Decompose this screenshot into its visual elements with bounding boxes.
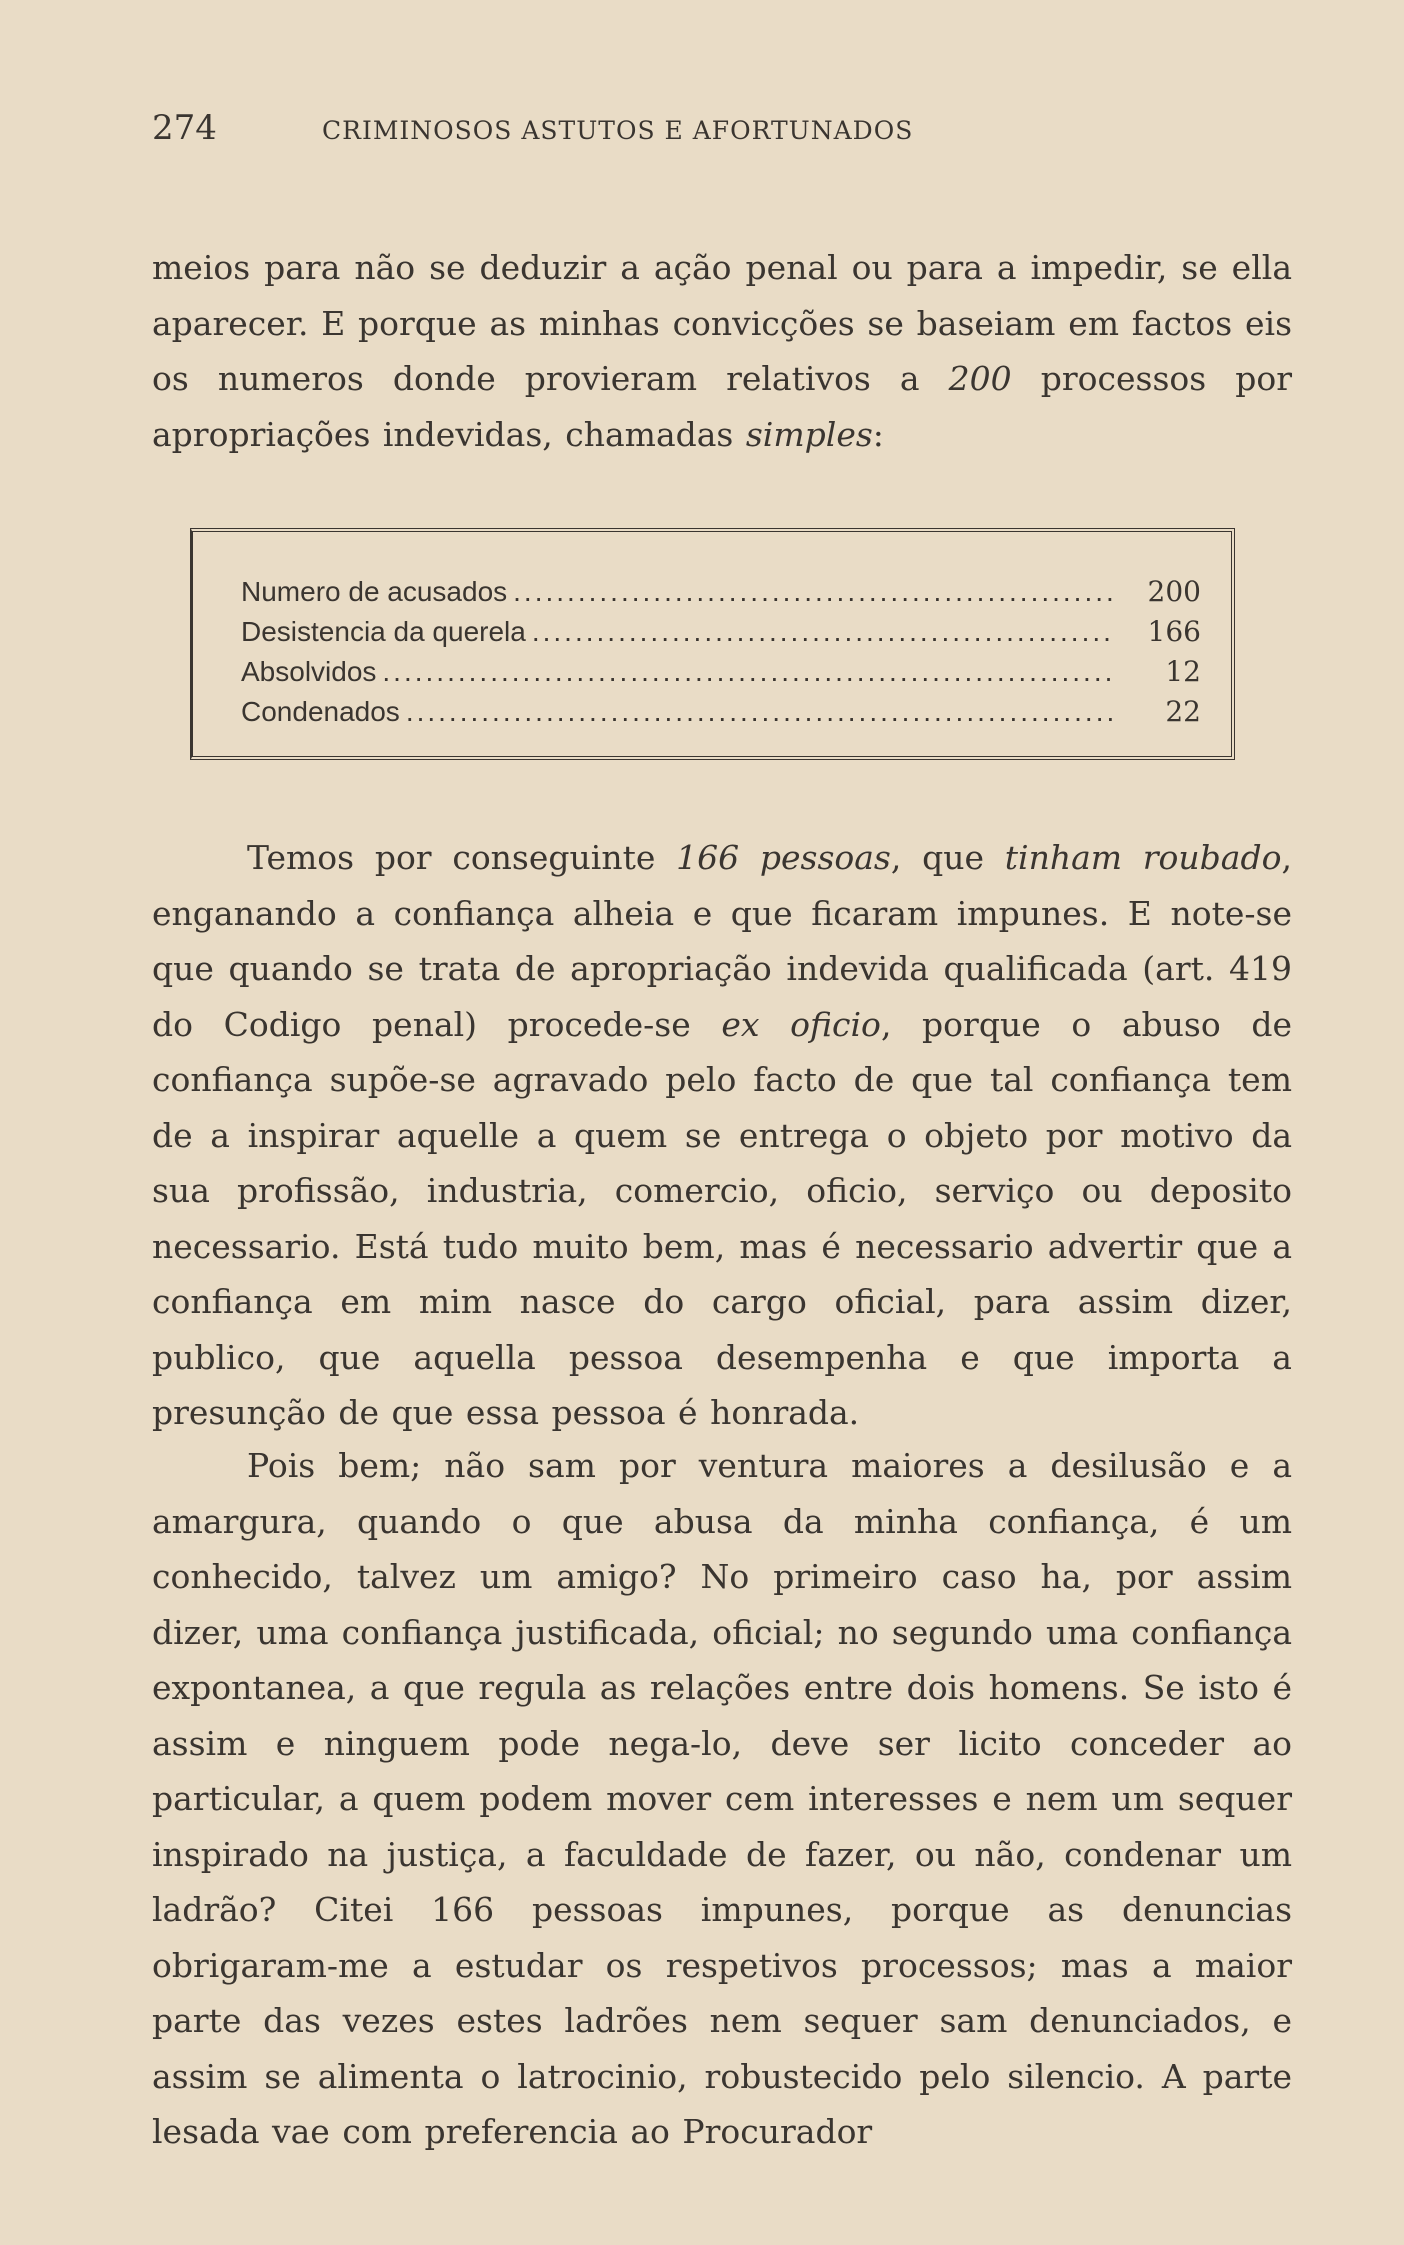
row-label: Absolvidos [241,656,377,687]
intro-text-1: meios para não se deduzir a ação penal ou para a impedir, se ella aparecer. E porque as minhas convicções se baseiam em factos eis os numeros donde provieram relativos a [152,248,1292,398]
table-row [241,612,1201,652]
paragraph-intro [152,240,1292,462]
consequence-italic-2: tinham roubado [1004,838,1282,877]
row-value: 200 [1147,575,1201,608]
consequence-text-3: , enganando a confiança alheia e que ficaram impunes. E note-se que quando se trata de apropriação indevida qualificada (art. 419 do Codigo penal) procede-se [152,838,1292,1044]
page-number: 274 [152,108,217,148]
running-title: CRIMINOSOS ASTUTOS E AFORTUNADOS [322,116,914,145]
table-row [241,652,1201,692]
statistics-table [190,528,1235,760]
statistics-table-body [241,572,1201,732]
consequence-text-2: , que [890,838,1005,877]
leader-dots [513,572,1115,612]
consequence-text-4: , porque o abuso de confiança supõe-se agravado pelo facto de que tal confiança tem de a inspirar aquelle a quem se entrega o objeto por motivo da sua profissão, industria, comercio, oficio, serviço ou deposito necessario. Está tudo muito bem, mas é necessario advertir que a confiança em mim nasce do cargo oficial, para assim dizer, publico, que aquella pessoa desempenha e que importa a presunção de que essa pessoa é honrada. [152,1004,1293,1432]
paragraph-consequence [152,830,1292,1441]
row-label: Numero de acusados [241,576,508,607]
intro-text-3: : [872,414,884,454]
argument-text: Pois bem; não sam por ventura maiores a desilusão e a amargura, quando o que abusa da minha confiança, é um conhecido, talvez um amigo? No primeiro caso ha, por assim dizer, uma confiança justificada, oficial; no segundo uma confiança expontanea, a que regula as relações entre dois homens. Se isto é assim e ninguem pode nega-lo, deve ser licito conceder ao particular, a quem podem mover cem interesses e nem um sequer inspirado na justiça, a faculdade de fazer, ou não, condenar um ladrão? Citei 166 pessoas impunes, porque as denuncias obrigaram-me a estudar os respetivos processos; mas a maior parte das vezes estes ladrões nem sequer sam denunciados, e assim se alimenta o latrocinio, robustecido pelo silencio. A parte lesada vae com preferencia ao Procurador [152,1446,1292,2151]
row-value: 166 [1147,615,1201,648]
intro-text-2: processos por apropriações indevidas, chamadas [152,359,1293,454]
row-label: Desistencia da querela [241,616,526,647]
leader-dots [406,692,1115,732]
row-value: 12 [1165,655,1201,688]
intro-simples-italic: simples [745,414,873,454]
table-row [241,572,1201,612]
intro-number-italic: 200 [948,359,1012,398]
consequence-italic-3: ex oficio [721,1004,881,1044]
table-row [241,692,1201,732]
consequence-italic-1: 166 pessoas [676,838,891,877]
page-header [152,108,1342,148]
row-value: 22 [1165,695,1201,728]
paragraph-argument [152,1438,1292,2160]
leader-dots [532,612,1115,652]
consequence-text-1: Temos por conseguinte [247,838,677,877]
leader-dots [382,652,1115,692]
row-label: Condenados [241,696,400,727]
